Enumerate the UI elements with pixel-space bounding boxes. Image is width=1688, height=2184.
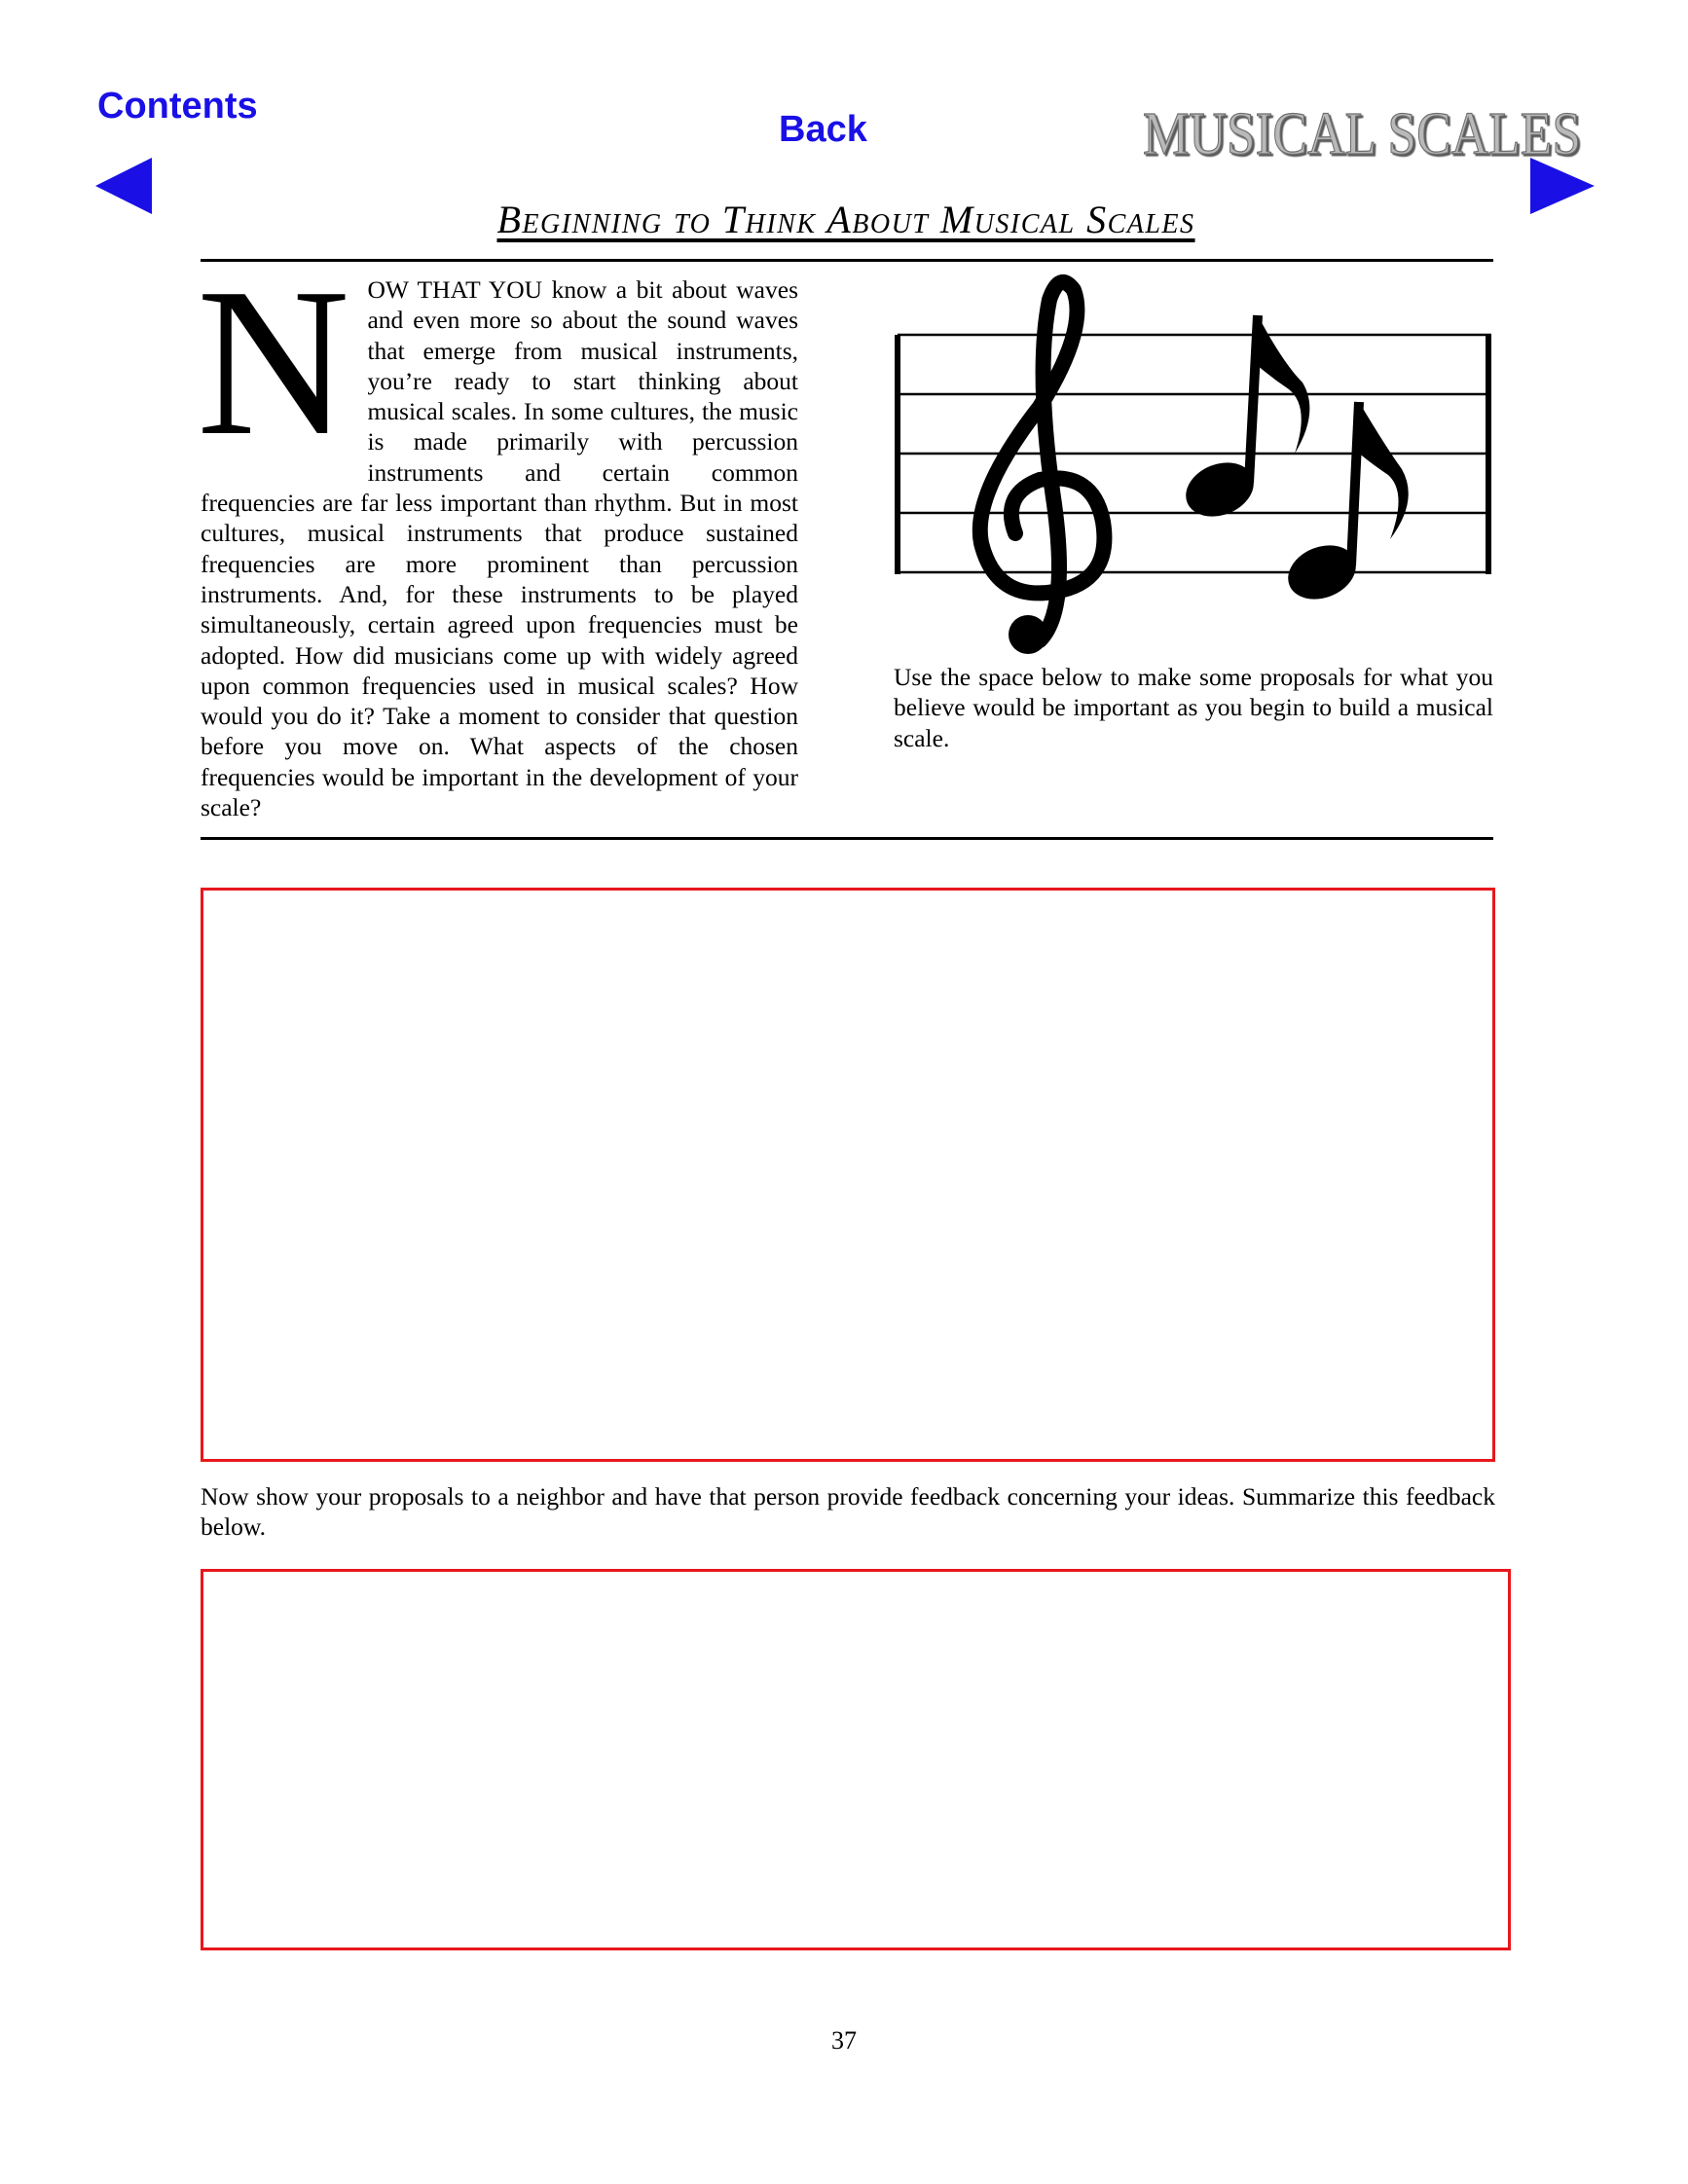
feedback-prompt: Now show your proposals to a neighbor and have that person provide feedback concerning your ideas. Summarize this feedback below. (201, 1482, 1495, 1542)
logo-text: MUSICAL SCALES (1143, 101, 1581, 167)
feedback-answer-box[interactable] (201, 1569, 1511, 1950)
left-arrow-icon[interactable] (93, 156, 154, 216)
page-number: 37 (831, 2026, 857, 2055)
page-heading: Beginning to Think About Musical Scales (496, 198, 1195, 241)
intro-paragraph (197, 245, 798, 822)
musical-scales-logo (1139, 101, 1587, 165)
treble-clef-notes-icon (894, 271, 1493, 665)
intro-text: OW THAT YOU know a bit about waves and even more so about the sound waves that emerge from musical instruments, you’re ready to start thinking about musical scales. In some cultures, the music is made primarily with percussion instruments and certain common frequencies are far less important than rhythm. But in most cultures, musical instruments that produce sustained frequencies are more prominent than percussion instruments. And, for these instruments to be played simultaneously, certain agreed upon frequencies must be adopted. How did musicians come up with widely agreed upon common frequencies used in musical scales? How would you do it? Take a moment to consider that question before you move on. What aspects of the chosen frequencies would be important in the development of your scale? (201, 275, 798, 822)
back-link[interactable]: Back (779, 109, 867, 150)
top-divider (201, 259, 1493, 262)
contents-link[interactable]: Contents (97, 86, 258, 127)
proposal-instruction: Use the space below to make some proposals for what you believe would be important as you begin to build a musical scale. (894, 663, 1493, 752)
drop-cap: N (197, 245, 350, 480)
bottom-divider (201, 837, 1493, 840)
proposal-answer-box[interactable] (201, 888, 1495, 1462)
